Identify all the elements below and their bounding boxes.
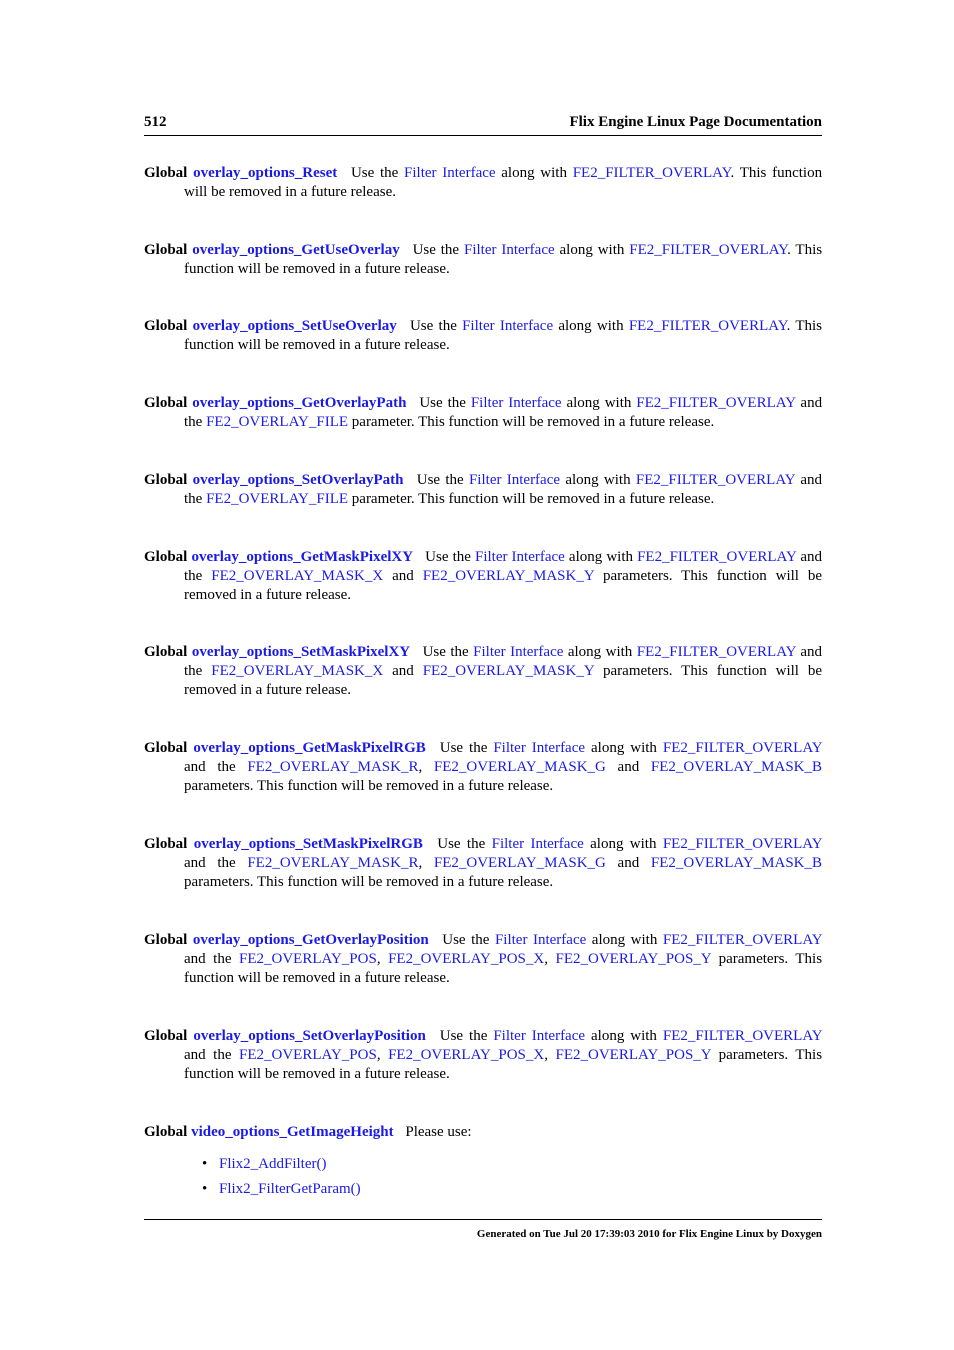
global-label: Global: [144, 1124, 188, 1140]
text: Use the: [437, 836, 486, 852]
mask-r-link[interactable]: FE2_OVERLAY_MASK_R: [247, 759, 419, 775]
fe2-filter-overlay-link[interactable]: FE2_FILTER_OVERLAY: [628, 318, 787, 334]
function-link[interactable]: overlay_options_SetOverlayPosition: [193, 1028, 426, 1044]
pos-y-link[interactable]: FE2_OVERLAY_POS_Y: [555, 951, 712, 967]
text: and: [392, 568, 414, 584]
text: along with: [567, 644, 633, 660]
filter-interface-link[interactable]: Filter Interface: [462, 318, 554, 334]
function-link[interactable]: overlay_options_SetMaskPixelRGB: [193, 836, 423, 852]
flix2-addfilter-link[interactable]: Flix2_AddFilter(): [219, 1156, 327, 1172]
please-use-list: [202, 1152, 361, 1202]
function-link[interactable]: overlay_options_Reset: [193, 165, 338, 181]
text: and the: [184, 759, 236, 775]
entry-video-get-image-height: [144, 1123, 822, 1142]
text: parameters. This function will be removed in a future release.: [184, 568, 823, 603]
mask-g-link[interactable]: FE2_OVERLAY_MASK_G: [433, 759, 606, 775]
text: Use the: [419, 395, 466, 411]
function-link[interactable]: overlay_options_GetUseOverlay: [192, 242, 400, 258]
filter-interface-link[interactable]: Filter Interface: [468, 472, 561, 488]
fe2-filter-overlay-link[interactable]: FE2_FILTER_OVERLAY: [662, 740, 823, 756]
text: along with: [565, 472, 631, 488]
global-label: Global: [144, 932, 188, 948]
fe2-filter-overlay-link[interactable]: FE2_FILTER_OVERLAY: [636, 395, 796, 411]
entry-set-overlay-position: Global overlay_options_SetOverlayPosition Use the Filter Interface along with FE2_FILTER_OVERLAY and the FE2_OVERLAY_POS, FE2_OVERLAY_POS_X, FE2_OVERLAY_POS_Y parameters. This function will be removed in a future release.: [144, 1028, 823, 1082]
text: and the: [184, 395, 823, 430]
text: and the: [184, 951, 232, 967]
text: along with: [501, 165, 567, 181]
global-label: Global: [144, 472, 188, 488]
page-footer: Generated on Tue Jul 20 17:39:03 2010 for Flix Engine Linux by Doxygen: [144, 1219, 822, 1244]
text: and: [617, 759, 640, 775]
function-link[interactable]: overlay_options_GetOverlayPosition: [192, 932, 429, 948]
mask-x-link[interactable]: FE2_OVERLAY_MASK_X: [211, 663, 384, 679]
text: Use the: [350, 165, 399, 181]
text: parameters. This function will be removed in a future release.: [184, 663, 823, 698]
filter-interface-link[interactable]: Filter Interface: [491, 836, 584, 852]
mask-r-link[interactable]: FE2_OVERLAY_MASK_R: [247, 855, 419, 871]
global-label: Global: [144, 395, 188, 411]
text: along with: [559, 242, 625, 258]
text: Please use:: [405, 1124, 472, 1140]
function-link[interactable]: overlay_options_GetMaskPixelRGB: [193, 740, 426, 756]
filter-interface-link[interactable]: Filter Interface: [474, 549, 565, 565]
function-link[interactable]: overlay_options_SetUseOverlay: [192, 318, 397, 334]
entry-get-use-overlay: Global overlay_options_GetUseOverlay Use the Filter Interface along with FE2_FILTER_OVERLAY. This function will be removed in a future release.: [144, 242, 823, 277]
entry-reset: Global overlay_options_Reset Use the Filter Interface along with FE2_FILTER_OVERLAY. This function will be removed in a future release.: [144, 165, 823, 200]
function-link[interactable]: overlay_options_GetOverlayPath: [192, 395, 407, 411]
filter-interface-link[interactable]: Filter Interface: [473, 644, 564, 660]
header-title: Flix Engine Linux Page Documentation: [569, 114, 822, 130]
text: along with: [590, 836, 657, 852]
mask-x-link[interactable]: FE2_OVERLAY_MASK_X: [211, 568, 384, 584]
filter-interface-link[interactable]: Filter Interface: [404, 165, 496, 181]
filter-interface-link[interactable]: Filter Interface: [493, 1028, 586, 1044]
text: parameters. This function will be removed in a future release.: [184, 778, 554, 794]
fe2-filter-overlay-link[interactable]: FE2_FILTER_OVERLAY: [629, 242, 788, 258]
global-label: Global: [144, 549, 188, 565]
text: Use the: [409, 318, 457, 334]
filter-interface-link[interactable]: Filter Interface: [494, 932, 587, 948]
global-label: Global: [144, 318, 188, 334]
mask-g-link[interactable]: FE2_OVERLAY_MASK_G: [433, 855, 606, 871]
text: Use the: [425, 549, 471, 565]
text: parameter. This function will be removed in a future release.: [351, 491, 715, 507]
fe2-filter-overlay-link[interactable]: FE2_FILTER_OVERLAY: [662, 932, 823, 948]
text: and the: [184, 1047, 232, 1063]
fe2-filter-overlay-link[interactable]: FE2_FILTER_OVERLAY: [636, 644, 796, 660]
fe2-filter-overlay-link[interactable]: FE2_FILTER_OVERLAY: [572, 165, 731, 181]
flix2-filtergetparam-link[interactable]: Flix2_FilterGetParam(): [219, 1181, 361, 1197]
global-label: Global: [144, 165, 188, 181]
text: Use the: [416, 472, 464, 488]
text: parameters. This function will be removed in a future release.: [184, 1047, 823, 1082]
bullet-icon: •: [202, 1156, 208, 1172]
text: parameter. This function will be removed in a future release.: [351, 414, 715, 430]
mask-y-link[interactable]: FE2_OVERLAY_MASK_Y: [422, 663, 595, 679]
entry-get-mask-pixel-rgb: Global overlay_options_GetMaskPixelRGB Use the Filter Interface along with FE2_FILTER_OVERLAY and the FE2_OVERLAY_MASK_R, FE2_OVERLAY_MASK_G and FE2_OVERLAY_MASK_B parameters. This function will be removed in a future release.: [144, 740, 823, 794]
text: This function will be removed in a future release.: [184, 165, 823, 200]
entry-get-mask-pixel-xy: [144, 548, 822, 605]
function-link[interactable]: overlay_options_SetOverlayPath: [192, 472, 404, 488]
fe2-filter-overlay-link[interactable]: FE2_FILTER_OVERLAY: [662, 836, 823, 852]
text: along with: [558, 318, 624, 334]
global-label: Global: [144, 1028, 188, 1044]
filter-interface-link[interactable]: Filter Interface: [493, 740, 586, 756]
entry-get-overlay-path: [144, 394, 822, 432]
mask-y-link[interactable]: FE2_OVERLAY_MASK_Y: [422, 568, 595, 584]
text: and the: [184, 644, 823, 679]
text: along with: [566, 395, 632, 411]
fe2-filter-overlay-link[interactable]: FE2_FILTER_OVERLAY: [635, 472, 796, 488]
page-header: [144, 113, 822, 136]
pos-link[interactable]: FE2_OVERLAY_POS: [239, 951, 377, 967]
text: and: [392, 663, 414, 679]
text: Use the: [442, 932, 490, 948]
text: Use the: [439, 1028, 488, 1044]
mask-b-link[interactable]: FE2_OVERLAY_MASK_B: [650, 855, 823, 871]
filter-interface-link[interactable]: Filter Interface: [463, 242, 555, 258]
list-item: [202, 1152, 361, 1177]
page-number: 512: [144, 114, 167, 130]
pos-x-link[interactable]: FE2_OVERLAY_POS_X: [388, 951, 545, 967]
list-item: [202, 1177, 361, 1202]
entry-set-mask-pixel-rgb: Global overlay_options_SetMaskPixelRGB Use the Filter Interface along with FE2_FILTER_OVERLAY and the FE2_OVERLAY_MASK_R, FE2_OVERLAY_MASK_G and FE2_OVERLAY_MASK_B parameters. This function will be removed in a future release.: [144, 836, 823, 890]
pos-y-link[interactable]: FE2_OVERLAY_POS_Y: [555, 1047, 712, 1063]
fe2-filter-overlay-link[interactable]: FE2_FILTER_OVERLAY: [637, 549, 797, 565]
text: and the: [184, 855, 236, 871]
global-label: Global: [144, 836, 188, 852]
pos-link[interactable]: FE2_OVERLAY_POS: [239, 1047, 377, 1063]
entry-set-use-overlay: Global overlay_options_SetUseOverlay Use the Filter Interface along with FE2_FILTER_OVERLAY. This function will be removed in a future release.: [144, 318, 823, 353]
text: Use the: [422, 644, 469, 660]
text: parameters. This function will be removed in a future release.: [184, 951, 823, 986]
global-label: Global: [144, 740, 188, 756]
entry-set-mask-pixel-xy: [144, 643, 822, 700]
text: along with: [591, 1028, 657, 1044]
function-link[interactable]: overlay_options_SetMaskPixelXY: [191, 644, 411, 660]
bullet-icon: •: [202, 1181, 208, 1197]
entry-get-overlay-position: Global overlay_options_GetOverlayPosition Use the Filter Interface along with FE2_FILTER_OVERLAY and the FE2_OVERLAY_POS, FE2_OVERLAY_POS_X, FE2_OVERLAY_POS_Y parameters. This function will be removed in a future release.: [144, 932, 823, 986]
fe2-filter-overlay-link[interactable]: FE2_FILTER_OVERLAY: [662, 1028, 823, 1044]
text: parameters. This function will be removed in a future release.: [184, 874, 554, 890]
entry-set-overlay-path: [144, 471, 822, 509]
text: This function will be removed in a future release.: [184, 318, 823, 353]
global-label: Global: [144, 242, 188, 258]
text: and the: [184, 472, 823, 507]
mask-b-link[interactable]: FE2_OVERLAY_MASK_B: [650, 759, 823, 775]
text: Use the: [412, 242, 460, 258]
text: along with: [591, 740, 657, 756]
text: This function will be removed in a future release.: [184, 242, 823, 277]
text: and the: [184, 549, 823, 584]
text: Use the: [439, 740, 488, 756]
function-link[interactable]: overlay_options_GetMaskPixelXY: [191, 549, 414, 565]
global-label: Global: [144, 644, 188, 660]
filter-interface-link[interactable]: Filter Interface: [470, 395, 562, 411]
function-link[interactable]: video_options_GetImageHeight: [191, 1124, 394, 1140]
pos-x-link[interactable]: FE2_OVERLAY_POS_X: [388, 1047, 545, 1063]
text: and: [617, 855, 640, 871]
fe2-overlay-file-link[interactable]: FE2_OVERLAY_FILE: [206, 491, 349, 507]
text: along with: [568, 549, 633, 565]
fe2-overlay-file-link[interactable]: FE2_OVERLAY_FILE: [206, 414, 349, 430]
text: along with: [591, 932, 658, 948]
